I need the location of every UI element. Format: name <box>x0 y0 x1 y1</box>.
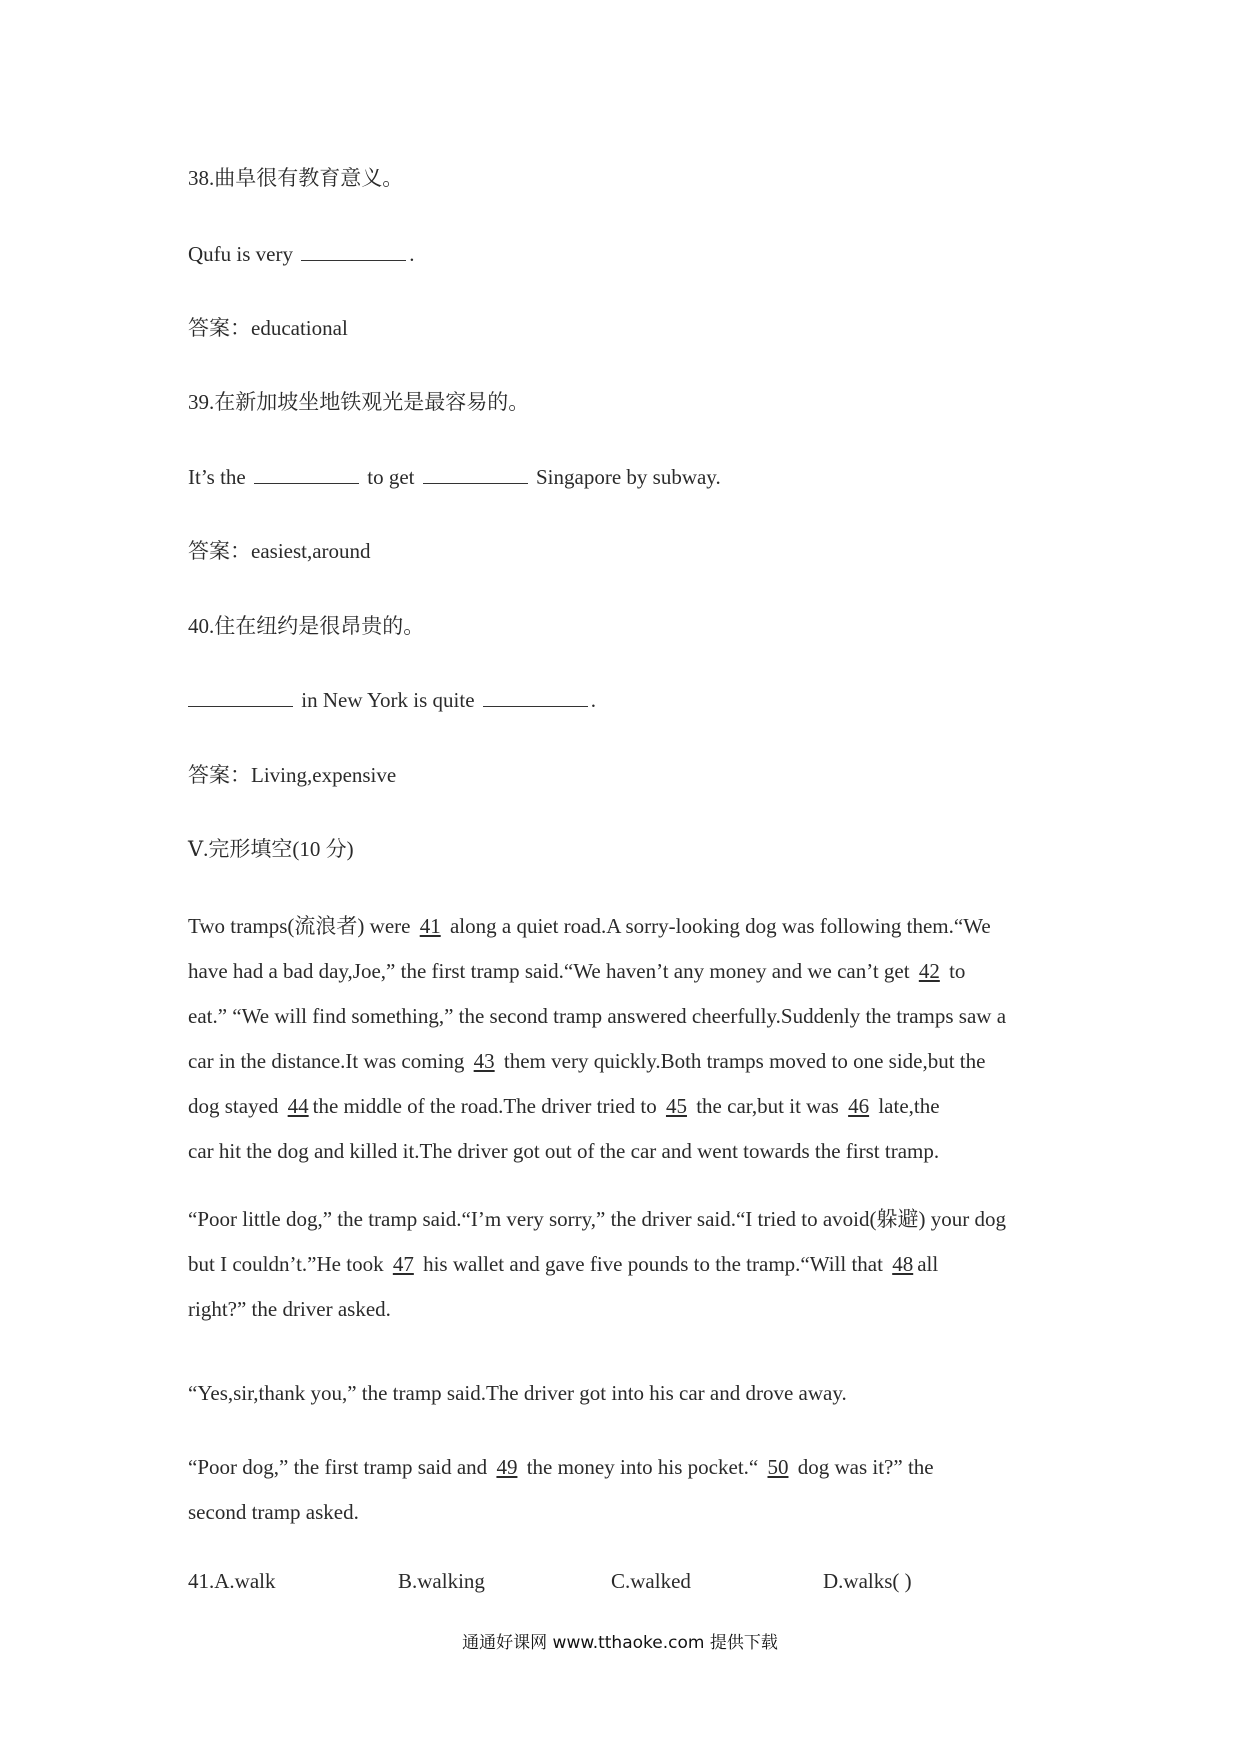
passage-paragraph-3 <box>188 1371 1068 1416</box>
passage-line <box>188 1242 1068 1287</box>
q41-option-a: 41.A.walk <box>188 1569 276 1593</box>
q38-prompt: 38.曲阜很有教育意义。 <box>188 166 404 190</box>
passage-text: all <box>917 1252 939 1276</box>
passage-text: second tramp asked. <box>188 1500 359 1524</box>
passage-text: “Poor little dog,” the tramp said.“I’m very sorry,” the driver said.“I tried to avoid(躲避) your dog <box>188 1207 1006 1231</box>
q39-blank-1 <box>254 465 359 484</box>
passage-text: car hit the dog and killed it.The driver got out of the car and went towards the first tramp. <box>188 1139 940 1163</box>
passage-line <box>188 1445 1068 1490</box>
passage-text: along a quiet road.A sorry-looking dog was following them.“We <box>444 914 991 938</box>
q41-option-c: C.walked <box>611 1569 691 1593</box>
passage-text: dog was it?” the <box>792 1455 934 1479</box>
passage-text: the money into his pocket.“ <box>521 1455 764 1479</box>
passage-paragraph-1 <box>188 904 1068 1174</box>
passage-line <box>188 1287 1068 1332</box>
passage-paragraph-2 <box>188 1197 1068 1332</box>
passage-line <box>188 904 1068 949</box>
passage-text: dog stayed <box>188 1094 284 1118</box>
passage-text: them very quickly.Both tramps moved to one side,but the <box>498 1049 986 1073</box>
footer-credit: 通通好课网 www.tthaoke.com 提供下载 <box>462 1633 778 1653</box>
q38-answer: 答案：educational <box>188 316 348 340</box>
cloze-blank-41: 41 <box>419 914 441 938</box>
passage-text: the middle of the road.The driver tried to <box>312 1094 662 1118</box>
passage-line <box>188 1039 1068 1084</box>
passage-text: his wallet and gave five pounds to the tramp.“Will that <box>417 1252 889 1276</box>
q39-part3: Singapore by subway. <box>536 465 721 489</box>
q40-blank-2 <box>483 688 588 707</box>
cloze-blank-49: 49 <box>496 1455 518 1479</box>
q40-part2: . <box>590 688 597 712</box>
passage-line <box>188 1129 1068 1174</box>
q39-sentence <box>188 463 721 491</box>
q39-part1: It’s the <box>188 465 246 489</box>
q38-blank <box>301 242 406 261</box>
q39-part2: to get <box>367 465 415 489</box>
passage-line <box>188 949 1068 994</box>
cloze-blank-44: 44 <box>287 1094 309 1118</box>
cloze-blank-46: 46 <box>848 1094 870 1118</box>
passage-text: have had a bad day,Joe,” the first tramp said.“We haven’t any money and we can’t get <box>188 959 915 983</box>
cloze-blank-47: 47 <box>392 1252 414 1276</box>
q39-answer: 答案：easiest,around <box>188 539 371 563</box>
q38-sentence <box>188 240 414 268</box>
passage-line <box>188 1084 1068 1129</box>
passage-text: right?” the driver asked. <box>188 1297 391 1321</box>
passage-text: the car,but it was <box>690 1094 845 1118</box>
passage-line <box>188 1490 1068 1535</box>
section-title: Ⅴ.完形填空(10 分) <box>188 837 354 861</box>
passage-text: eat.” “We will find something,” the second tramp answered cheerfully.Suddenly the tramps saw a <box>188 1004 1007 1028</box>
cloze-blank-50: 50 <box>767 1455 789 1479</box>
cloze-blank-48: 48 <box>892 1252 914 1276</box>
q40-sentence <box>188 686 596 714</box>
q41-option-b: B.walking <box>398 1569 485 1593</box>
q39-prompt: 39.在新加坡坐地铁观光是最容易的。 <box>188 390 530 414</box>
passage-paragraph-4 <box>188 1445 1068 1535</box>
passage-text: to <box>943 959 966 983</box>
q39-blank-2 <box>423 465 528 484</box>
passage-text: “Poor dog,” the first tramp said and <box>188 1455 493 1479</box>
passage-text: late,the <box>873 1094 940 1118</box>
q40-part1: in New York is quite <box>301 688 475 712</box>
cloze-blank-45: 45 <box>665 1094 687 1118</box>
q40-blank-1 <box>188 688 293 707</box>
passage-line <box>188 994 1068 1039</box>
passage-line <box>188 1197 1068 1242</box>
passage-text: car in the distance.It was coming <box>188 1049 470 1073</box>
q41-option-d: D.walks( ) <box>823 1569 912 1593</box>
passage-text: Two tramps(流浪者) were <box>188 914 416 938</box>
q40-answer: 答案：Living,expensive <box>188 763 397 787</box>
cloze-blank-42: 42 <box>918 959 940 983</box>
passage-text: but I couldn’t.”He took <box>188 1252 389 1276</box>
cloze-blank-43: 43 <box>473 1049 495 1073</box>
passage-text: “Yes,sir,thank you,” the tramp said.The driver got into his car and drove away. <box>188 1381 847 1405</box>
q40-prompt: 40.住在纽约是很昂贵的。 <box>188 614 425 638</box>
q38-text-after: . <box>409 242 415 266</box>
passage-line <box>188 1371 1068 1416</box>
q38-text-before: Qufu is very <box>188 242 293 266</box>
